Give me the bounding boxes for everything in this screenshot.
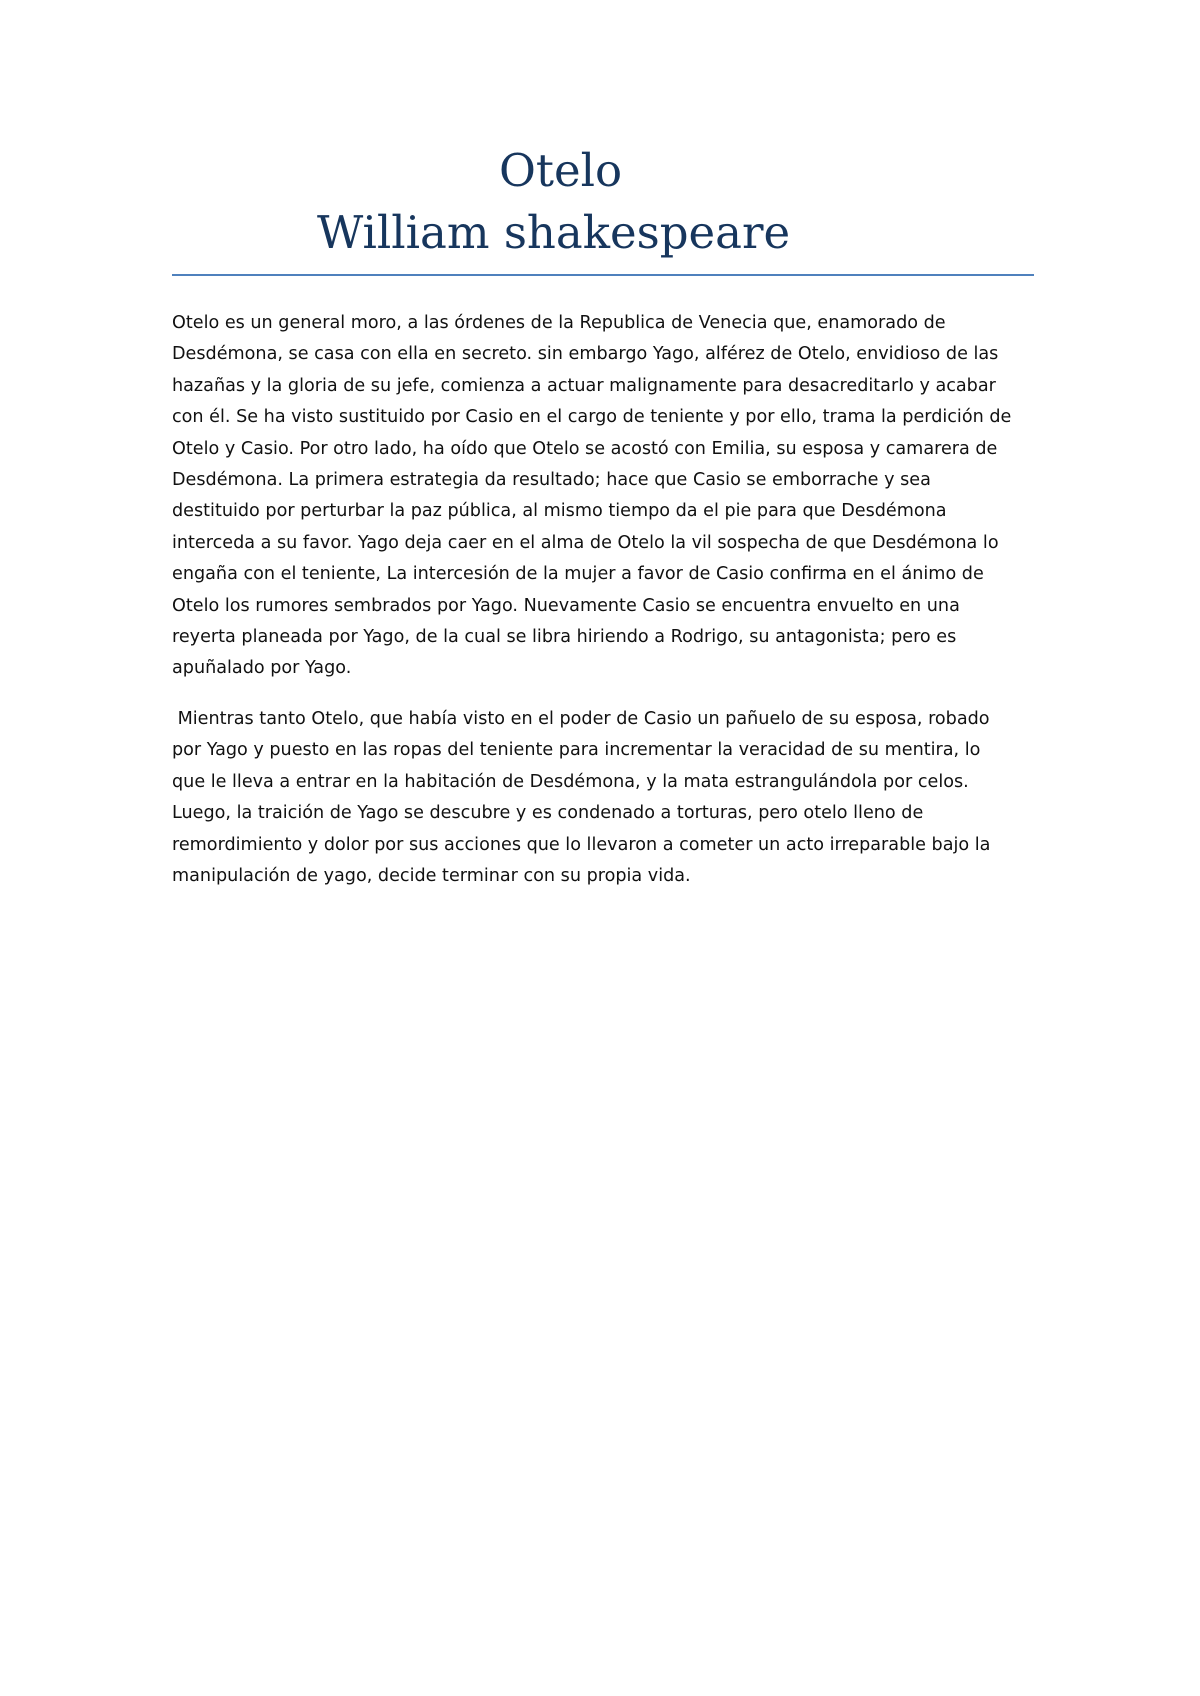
- text-line: remordimiento y dolor por sus acciones que lo llevaron a cometer un acto irreparable bajo la: [172, 834, 991, 855]
- document-body: [172, 308, 1032, 911]
- text-line: Otelo es un general moro, a las órdenes de la Republica de Venecia que, enamorado de: [172, 313, 946, 333]
- text-line: apuñalado por Yago.: [172, 658, 352, 679]
- text-line: con él. Se ha visto sustituido por Casio en el cargo de teniente y por ello, trama la perdición de: [172, 407, 1012, 428]
- text-line: engaña con el teniente, La intercesión de la mujer a favor de Casio confirma en el ánimo de: [172, 564, 984, 585]
- document-author: William shakespeare: [317, 206, 791, 259]
- text-line: Otelo y Casio. Por otro lado, ha oído que Otelo se acostó con Emilia, su esposa y camarera de: [172, 438, 998, 459]
- title-block: [172, 140, 1034, 264]
- text-line: por Yago y puesto en las ropas del teniente para incrementar la veracidad de su mentira, lo: [172, 740, 981, 761]
- text-line: destituido por perturbar la paz pública, al mismo tiempo da el pie para que Desdémona: [172, 501, 947, 522]
- paragraph-2: [172, 704, 1032, 892]
- text-line: Desdémona. La primera estrategia da resultado; hace que Casio se emborrache y sea: [172, 470, 931, 491]
- text-line: Mientras tanto Otelo, que había visto en el poder de Casio un pañuelo de su esposa, robado: [172, 708, 990, 729]
- text-line: Desdémona, se casa con ella en secreto. sin embargo Yago, alférez de Otelo, envidioso de las: [172, 344, 999, 365]
- text-line: Otelo los rumores sembrados por Yago. Nuevamente Casio se encuentra envuelto en una: [172, 595, 960, 616]
- text-line: interceda a su favor. Yago deja caer en el alma de Otelo la vil sospecha de que Desdémona lo: [172, 532, 999, 553]
- text-line: que le lleva a entrar en la habitación de Desdémona, y la mata estrangulándola por celos.: [172, 771, 969, 792]
- title-divider: [172, 274, 1034, 276]
- document-title: Otelo: [499, 144, 623, 197]
- text-line: manipulación de yago, decide terminar con su propia vida.: [172, 865, 691, 886]
- text-line: hazañas y la gloria de su jefe, comienza a actuar malignamente para desacreditarlo y acabar: [172, 375, 996, 396]
- text-line: Luego, la traición de Yago se descubre y es condenado a torturas, pero otelo lleno de: [172, 803, 924, 824]
- text-line: reyerta planeada por Yago, de la cual se libra hiriendo a Rodrigo, su antagonista; pero es: [172, 627, 957, 648]
- paragraph-1: [172, 308, 1032, 685]
